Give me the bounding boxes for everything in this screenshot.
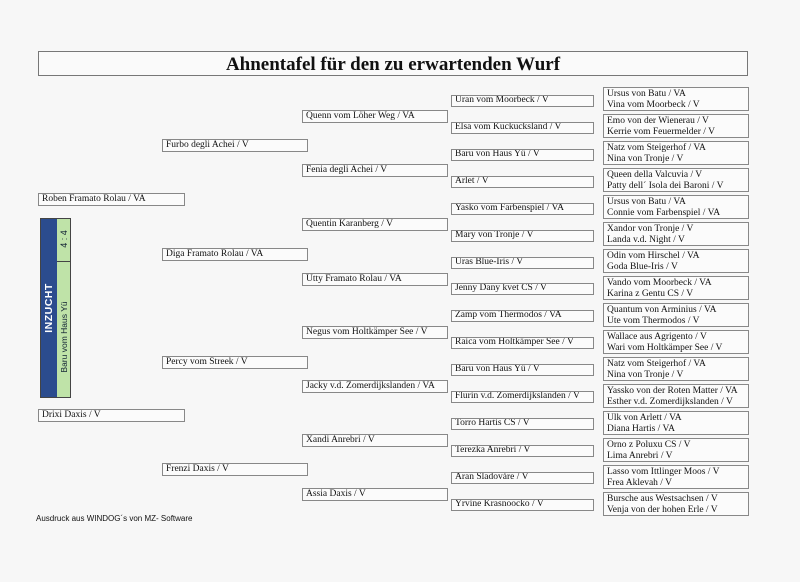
gen3-entry: Utty Framato Rolau / VA — [302, 273, 448, 286]
gen5-pair: Wallace aus Agrigento / V Wari vom Holtkämper See / V — [603, 330, 749, 354]
gen3-entry: Negus vom Holtkämper See / V — [302, 326, 448, 339]
inbreeding-separator — [57, 261, 70, 262]
gen4-entry: Yasko vom Farbenspiel / VA — [451, 203, 594, 215]
gen4-entry: Terezka Anrebri / V — [451, 445, 594, 457]
gen5-pair: Natz vom Steigerhof / VA Nina von Tronje / V — [603, 141, 749, 165]
inbreeding-label-band — [41, 219, 57, 397]
inbreeding-ancestor: Baru vom Haus Yü — [58, 301, 69, 373]
gen2-entry: Furbo degli Achei / V — [162, 139, 308, 152]
gen4-entry: Zamp vom Thermodos / VA — [451, 310, 594, 322]
gen4-entry: Jenny Dany kvet CS / V — [451, 283, 594, 295]
gen3-entry: Quentin Karanberg / V — [302, 218, 448, 231]
inbreeding-box — [40, 218, 71, 398]
gen4-entry: Aran Sladováre / V — [451, 472, 594, 484]
gen5-pair: Queen della Valcuvia / V Patty dell´ Isola dei Baroni / V — [603, 168, 749, 192]
gen3-entry: Xandi Anrebri / V — [302, 434, 448, 447]
gen4-entry: Mary von Tronje / V — [451, 230, 594, 242]
gen5-pair: Natz vom Steigerhof / VA Nina von Tronje / V — [603, 357, 749, 381]
gen4-entry: Baru von Haus Yü / V — [451, 149, 594, 161]
gen4-entry: Arlet / V — [451, 176, 594, 188]
page-title: Ahnentafel für den zu erwartenden Wurf — [225, 54, 561, 75]
pedigree-title-box — [38, 51, 748, 76]
gen5-pair: Orno z Poluxu CS / V Lima Anrebri / V — [603, 438, 749, 462]
gen4-entry: Elsa vom Kuckucksland / V — [451, 122, 594, 134]
gen1-dam: Drixi Daxis / V — [38, 409, 185, 422]
gen5-pair: Emo von der Wienerau / V Kerrie vom Feuermelder / V — [603, 114, 749, 138]
gen4-entry: Uras Blue-Iris / V — [451, 257, 594, 269]
gen5-pair: Ursus von Batu / VA Vina vom Moorbeck / V — [603, 87, 749, 111]
gen5-pair: Odin vom Hirschel / VA Goda Blue-Iris / V — [603, 249, 749, 273]
gen4-entry: Yrvine Krasnoocko / V — [451, 499, 594, 511]
inbreeding-ratio: 4 : 4 — [58, 230, 69, 248]
gen2-entry: Diga Framato Rolau / VA — [162, 248, 308, 261]
gen1-sire: Roben Framato Rolau / VA — [38, 193, 185, 206]
gen4-entry: Raica vom Holtkämper See / V — [451, 337, 594, 349]
gen5-pair: Lasso vom Ittlinger Moos / V Frea Aklevah / V — [603, 465, 749, 489]
inbreeding-detail-band — [57, 219, 70, 397]
gen4-entry: Flurin v.d. Zomerdijkslanden / V — [451, 391, 594, 403]
gen4-entry: Torro Hartis CS / V — [451, 418, 594, 430]
gen3-entry: Quenn vom Löher Weg / VA — [302, 110, 448, 123]
gen3-entry: Jacky v.d. Zomerdijkslanden / VA — [302, 380, 448, 393]
gen4-entry: Baru von Haus Yü / V — [451, 364, 594, 376]
gen3-entry: Assia Daxis / V — [302, 488, 448, 501]
gen5-pair: Bursche aus Westsachsen / V Venja von der hohen Erle / V — [603, 492, 749, 516]
gen5-pair: Vando vom Moorbeck / VA Karina z Gentu CS / V — [603, 276, 749, 300]
gen5-pair: Yassko von der Roten Matter / VA Esther v.d. Zomerdijkslanden / V — [603, 384, 749, 408]
gen5-pair: Ulk von Arlett / VA Diana Hartis / VA — [603, 411, 749, 435]
gen5-pair: Quantum von Arminius / VA Ute vom Thermodos / V — [603, 303, 749, 327]
gen5-pair: Ursus von Batu / VA Connie vom Farbenspiel / VA — [603, 195, 749, 219]
inbreeding-label: INZUCHT — [43, 283, 55, 333]
gen2-entry: Frenzi Daxis / V — [162, 463, 308, 476]
gen3-entry: Fenia degli Achei / V — [302, 164, 448, 177]
gen2-entry: Percy vom Streek / V — [162, 356, 308, 369]
gen4-entry: Uran vom Moorbeck / V — [451, 95, 594, 107]
footer-note: Ausdruck aus WINDOG´s von MZ- Software — [36, 514, 193, 523]
gen5-pair: Xandor von Tronje / V Landa v.d. Night / V — [603, 222, 749, 246]
